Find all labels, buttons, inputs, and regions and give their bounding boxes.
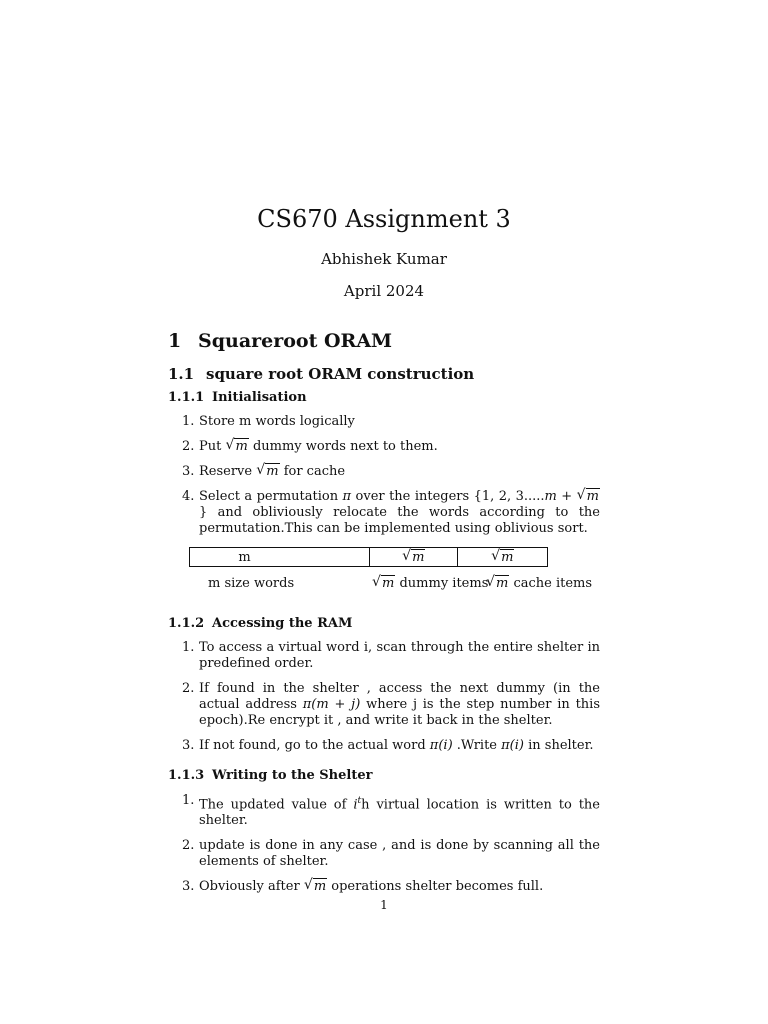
sqrt-symbol: √ m xyxy=(577,489,600,505)
subsubsection-title: Writing to the Shelter xyxy=(212,768,373,783)
section-heading xyxy=(168,330,392,352)
list-item: 3. Reserve √ m for cache xyxy=(182,464,600,480)
subsection-number: 1.1 xyxy=(168,365,195,383)
list-item: 1. The updated value of $i^th$ virtual location is written to the shelter. xyxy=(182,793,601,829)
initialisation-list xyxy=(182,414,600,546)
table-cell-dummy: √ m xyxy=(370,548,459,566)
document-date: April 2024 xyxy=(343,282,425,300)
subsubsection-heading-accessing xyxy=(168,616,352,631)
subsubsection-number: 1.1.3 xyxy=(168,768,205,783)
list-item: 3. Obviously after √ m operations shelter becomes full. xyxy=(182,879,600,895)
table-cell-words: m xyxy=(190,548,370,566)
list-item: 2. If found in the shelter , access the next dummy (in the actual address π(m + j) where j is the step number in this epoch).Re encrypt it , and write it back in the shelter. xyxy=(182,681,600,728)
table-label-words: m size words xyxy=(208,576,295,591)
list-item: 2. update is done in any case , and is done by scanning all the elements of shelter. xyxy=(182,838,600,870)
subsubsection-number: 1.1.2 xyxy=(168,616,205,631)
table-label-cache: √ m cache items xyxy=(486,576,592,591)
document-author: Abhishek Kumar xyxy=(321,250,447,268)
list-item: 3. If not found, go to the actual word π(i) .Write π(i) in shelter. xyxy=(182,738,594,753)
list-item: 1. To access a virtual word i, scan through the entire shelter in predefined order. xyxy=(182,640,600,671)
table-label-dummy: √ m dummy items xyxy=(372,576,488,591)
subsection-heading xyxy=(168,365,474,383)
subsubsection-heading-writing xyxy=(168,768,372,783)
subsubsection-heading-initialisation xyxy=(168,390,307,405)
sqrt-symbol: √ m xyxy=(225,439,248,455)
list-item: 4. Select a permutation π over the integers {1, 2, 3.....m + √ m} and obliviously relocate the words according to the permutation.This can be implemented using oblivious sort. xyxy=(182,489,600,537)
subsubsection-title: Accessing the RAM xyxy=(212,616,353,631)
accessing-list xyxy=(182,640,600,763)
list-item: 2. Put √ m dummy words next to them. xyxy=(182,439,600,455)
subsubsection-number: 1.1.1 xyxy=(168,390,205,405)
sqrt-symbol: √ m xyxy=(304,879,327,895)
section-number: 1 xyxy=(168,330,182,352)
table-cell-cache: √ m xyxy=(458,548,547,566)
subsection-title: square root ORAM construction xyxy=(206,365,475,383)
page-number: 1 xyxy=(380,898,388,912)
subsubsection-title: Initialisation xyxy=(212,390,307,405)
sqrt-symbol: √ m xyxy=(256,464,279,480)
document-title: CS670 Assignment 3 xyxy=(257,205,511,233)
list-item: 1. Store m words logically xyxy=(182,414,355,429)
section-title: Squareroot ORAM xyxy=(198,330,393,352)
memory-layout-table xyxy=(189,547,548,567)
writing-list xyxy=(182,793,600,904)
